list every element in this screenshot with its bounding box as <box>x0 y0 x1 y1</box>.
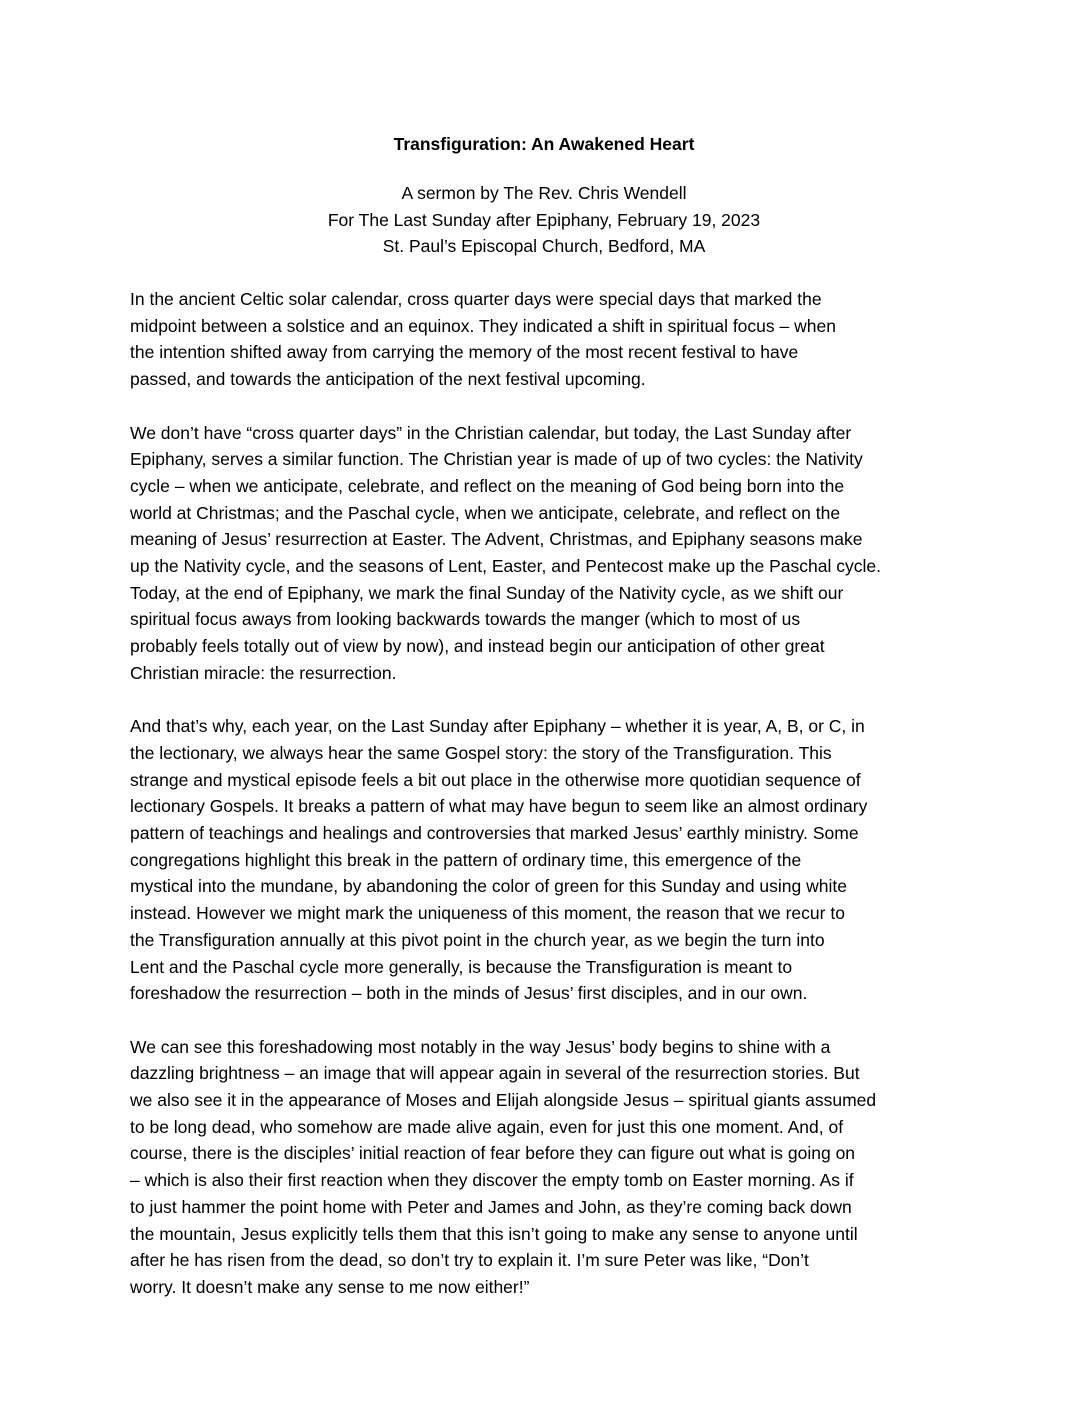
byline-occasion: For The Last Sunday after Epiphany, February 19, 2023 <box>327 209 761 230</box>
text-line: world at Christmas; and the Paschal cycle, when we anticipate, celebrate, and reflect on the <box>130 502 841 523</box>
text-line: In the ancient Celtic solar calendar, cross quarter days were special days that marked the <box>130 289 822 309</box>
text-line: Today, at the end of Epiphany, we mark the final Sunday of the Nativity cycle, as we shift our <box>130 582 844 603</box>
text-line: mystical into the mundane, by abandoning the color of green for this Sunday and using white <box>130 876 847 897</box>
text-line: worry. It doesn’t make any sense to me now either!” <box>130 1276 530 1297</box>
text-line: strange and mystical episode feels a bit out place in the otherwise more quotidian sequence of <box>130 769 861 790</box>
text-line: Christian miracle: the resurrection. <box>130 662 397 683</box>
text-line: to be long dead, who somehow are made alive again, even for just this one moment. And, of <box>130 1116 844 1137</box>
document-title: Transfiguration: An Awakened Heart <box>393 134 695 154</box>
text-line: Lent and the Paschal cycle more generally, is because the Transfiguration is meant to <box>130 956 793 977</box>
paragraph-4 <box>130 1034 968 1301</box>
text-line: – which is also their first reaction when they discover the empty tomb on Easter morning. As if <box>130 1170 854 1191</box>
paragraph-1 <box>130 286 968 393</box>
text-line: the mountain, Jesus explicitly tells them that this isn’t going to make any sense to anyone until <box>130 1223 858 1244</box>
text-line: pattern of teachings and healings and controversies that marked Jesus’ earthly ministry. Some <box>130 823 859 844</box>
paragraph-3 <box>130 713 968 1007</box>
byline-church: St. Paul’s Episcopal Church, Bedford, MA <box>382 236 706 256</box>
text-line: We can see this foreshadowing most notably in the way Jesus’ body begins to shine with a <box>130 1036 831 1057</box>
paragraph-2 <box>130 420 968 687</box>
text-line: course, there is the disciples’ initial reaction of fear before they can figure out what is going on <box>130 1143 856 1164</box>
text-line: probably feels totally out of view by now), and instead begin our anticipation of other great <box>130 636 825 657</box>
text-line: meaning of Jesus’ resurrection at Easter. The Advent, Christmas, and Epiphany seasons make <box>130 529 863 550</box>
text-line: we also see it in the appearance of Moses and Elijah alongside Jesus – spiritual giants assumed <box>130 1090 877 1111</box>
text-line: midpoint between a solstice and an equinox. They indicated a shift in spiritual focus – when <box>130 315 836 336</box>
text-line: congregations highlight this break in the pattern of ordinary time, this emergence of the <box>130 849 802 870</box>
text-line: lectionary Gospels. It breaks a pattern of what may have begun to seem like an almost ordinary <box>130 796 868 817</box>
text-line: dazzling brightness – an image that will appear again in several of the resurrection stories. But <box>130 1063 860 1084</box>
text-line: cycle – when we anticipate, celebrate, and reflect on the meaning of God being born into the <box>130 475 845 496</box>
text-line: up the Nativity cycle, and the seasons of Lent, Easter, and Pentecost make up the Paschal cycle. <box>130 556 881 577</box>
text-line: the Transfiguration annually at this pivot point in the church year, as we begin the turn into <box>130 929 825 950</box>
byline-author: A sermon by The Rev. Chris Wendell <box>401 183 687 203</box>
text-line: instead. However we might mark the uniqueness of this moment, the reason that we recur to <box>130 903 845 924</box>
text-line: after he has risen from the dead, so don’t try to explain it. I’m sure Peter was like, “Don’t <box>130 1250 809 1271</box>
text-line: foreshadow the resurrection – both in the minds of Jesus’ first disciples, and in our own. <box>130 983 808 1004</box>
text-line: the lectionary, we always hear the same Gospel story: the story of the Transfiguration. This <box>130 742 832 763</box>
text-line: Epiphany, serves a similar function. The Christian year is made of up of two cycles: the Nativity <box>130 449 863 470</box>
sermon-byline <box>0 180 1088 260</box>
text-line: And that’s why, each year, on the Last Sunday after Epiphany – whether it is year, A, B, or C, in <box>130 716 865 737</box>
text-line: spiritual focus aways from looking backwards towards the manger (which to most of us <box>130 609 801 630</box>
text-line: the intention shifted away from carrying the memory of the most recent festival to have <box>130 342 799 363</box>
text-line: We don’t have “cross quarter days” in the Christian calendar, but today, the Last Sunday after <box>130 422 852 443</box>
text-line: passed, and towards the anticipation of the next festival upcoming. <box>130 369 646 390</box>
text-line: to just hammer the point home with Peter and James and John, as they’re coming back down <box>130 1196 852 1217</box>
sermon-body <box>130 286 968 1327</box>
